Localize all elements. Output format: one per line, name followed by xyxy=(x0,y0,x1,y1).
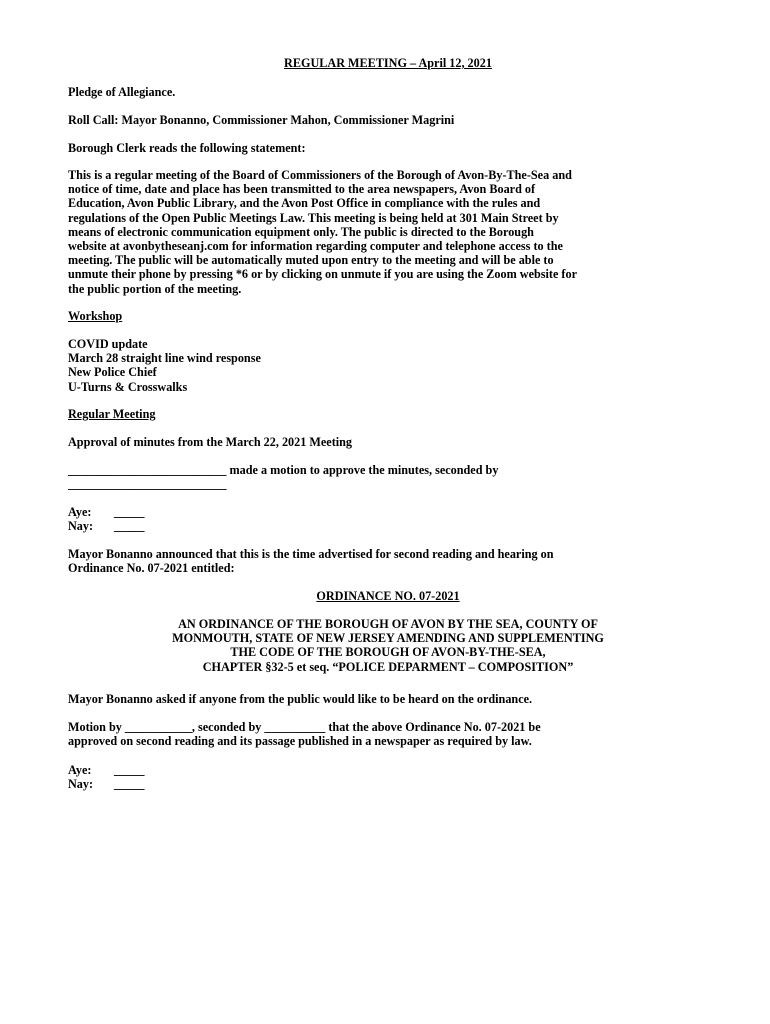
statement-line: notice of time, date and place has been transmitted to the area newspapers, Avon Board of xyxy=(68,182,536,197)
clerk-intro: Borough Clerk reads the following statement: xyxy=(68,141,306,155)
motion-line: Motion by ___________, seconded by __________ that the above Ordinance No. 07-2021 be xyxy=(68,720,541,734)
nay-label: Nay: xyxy=(68,519,94,534)
statement-line: means of electronic communication equipment only. The public is directed to the Borough xyxy=(68,224,534,239)
minutes-vote xyxy=(68,505,708,533)
ordinance-line: CHAPTER §32-5 et seq. “POLICE DEPARMENT – COMPOSITION” xyxy=(202,659,574,674)
aye-blank: _____ xyxy=(114,505,145,519)
statement-line: the public portion of the meeting. xyxy=(68,281,242,296)
aye-row xyxy=(68,505,708,519)
public-hearing-line: Mayor Bonanno asked if anyone from the public would like to be heard on the ordinance. xyxy=(68,692,533,706)
final-vote xyxy=(68,763,708,791)
minutes-approval: Approval of minutes from the March 22, 2021 Meeting xyxy=(68,435,353,449)
list-item: U-Turns & Crosswalks xyxy=(68,379,188,394)
meeting-statement xyxy=(68,168,708,296)
regular-meeting-heading: Regular Meeting xyxy=(68,407,156,421)
ordinance-line: MONMOUTH, STATE OF NEW JERSEY AMENDING AND SUPPLEMENTING xyxy=(172,631,604,646)
workshop-heading: Workshop xyxy=(68,309,123,323)
announcement-line: Mayor Bonanno announced that this is the time advertised for second reading and hearing on xyxy=(68,547,554,561)
list-item: COVID update xyxy=(68,337,148,351)
aye-blank: _____ xyxy=(114,763,145,777)
nay-row xyxy=(68,777,708,791)
list-item: New Police Chief xyxy=(68,365,157,380)
minutes-motion xyxy=(68,463,708,491)
aye-row xyxy=(68,763,708,777)
workshop-list xyxy=(68,337,708,394)
ordinance-caption xyxy=(68,617,708,674)
statement-line: Education, Avon Public Library, and the Avon Post Office in compliance with the rules and xyxy=(68,196,541,211)
motion-line: __________________________ xyxy=(68,477,227,492)
ordinance-line: THE CODE OF THE BOROUGH OF AVON-BY-THE-SEA, xyxy=(230,645,546,660)
list-item: March 28 straight line wind response xyxy=(68,351,261,366)
page-title: REGULAR MEETING – April 12, 2021 xyxy=(284,56,492,70)
final-motion xyxy=(68,720,708,748)
aye-label: Aye: xyxy=(68,763,92,777)
statement-line: website at avonbytheseanj.com for information regarding computer and telephone access to the xyxy=(68,239,563,254)
ordinance-title: ORDINANCE NO. 07-2021 xyxy=(316,589,460,603)
nay-label: Nay: xyxy=(68,777,94,792)
nay-row xyxy=(68,519,708,533)
pledge-line: Pledge of Allegiance. xyxy=(68,85,176,99)
statement-line: meeting. The public will be automatically muted upon entry to the meeting and will be able to xyxy=(68,253,554,268)
second-reading-announcement xyxy=(68,547,708,575)
announcement-line: Ordinance No. 07-2021 entitled: xyxy=(68,561,235,576)
statement-line: regulations of the Open Public Meetings Law. This meeting is being held at 301 Main Street by xyxy=(68,210,559,225)
nay-blank: _____ xyxy=(114,519,145,534)
ordinance-line: AN ORDINANCE OF THE BOROUGH OF AVON BY THE SEA, COUNTY OF xyxy=(178,617,598,631)
statement-line: This is a regular meeting of the Board of Commissioners of the Borough of Avon-By-The-Sea and xyxy=(68,168,572,182)
aye-label: Aye: xyxy=(68,505,92,519)
roll-call-line: Roll Call: Mayor Bonanno, Commissioner Mahon, Commissioner Magrini xyxy=(68,113,455,127)
nay-blank: _____ xyxy=(114,777,145,792)
motion-line: approved on second reading and its passage published in a newspaper as required by law. xyxy=(68,734,532,749)
motion-line: __________________________ made a motion to approve the minutes, seconded by xyxy=(68,463,499,477)
statement-line: unmute their phone by pressing *6 or by clicking on unmute if you are using the Zoom website for xyxy=(68,267,577,282)
